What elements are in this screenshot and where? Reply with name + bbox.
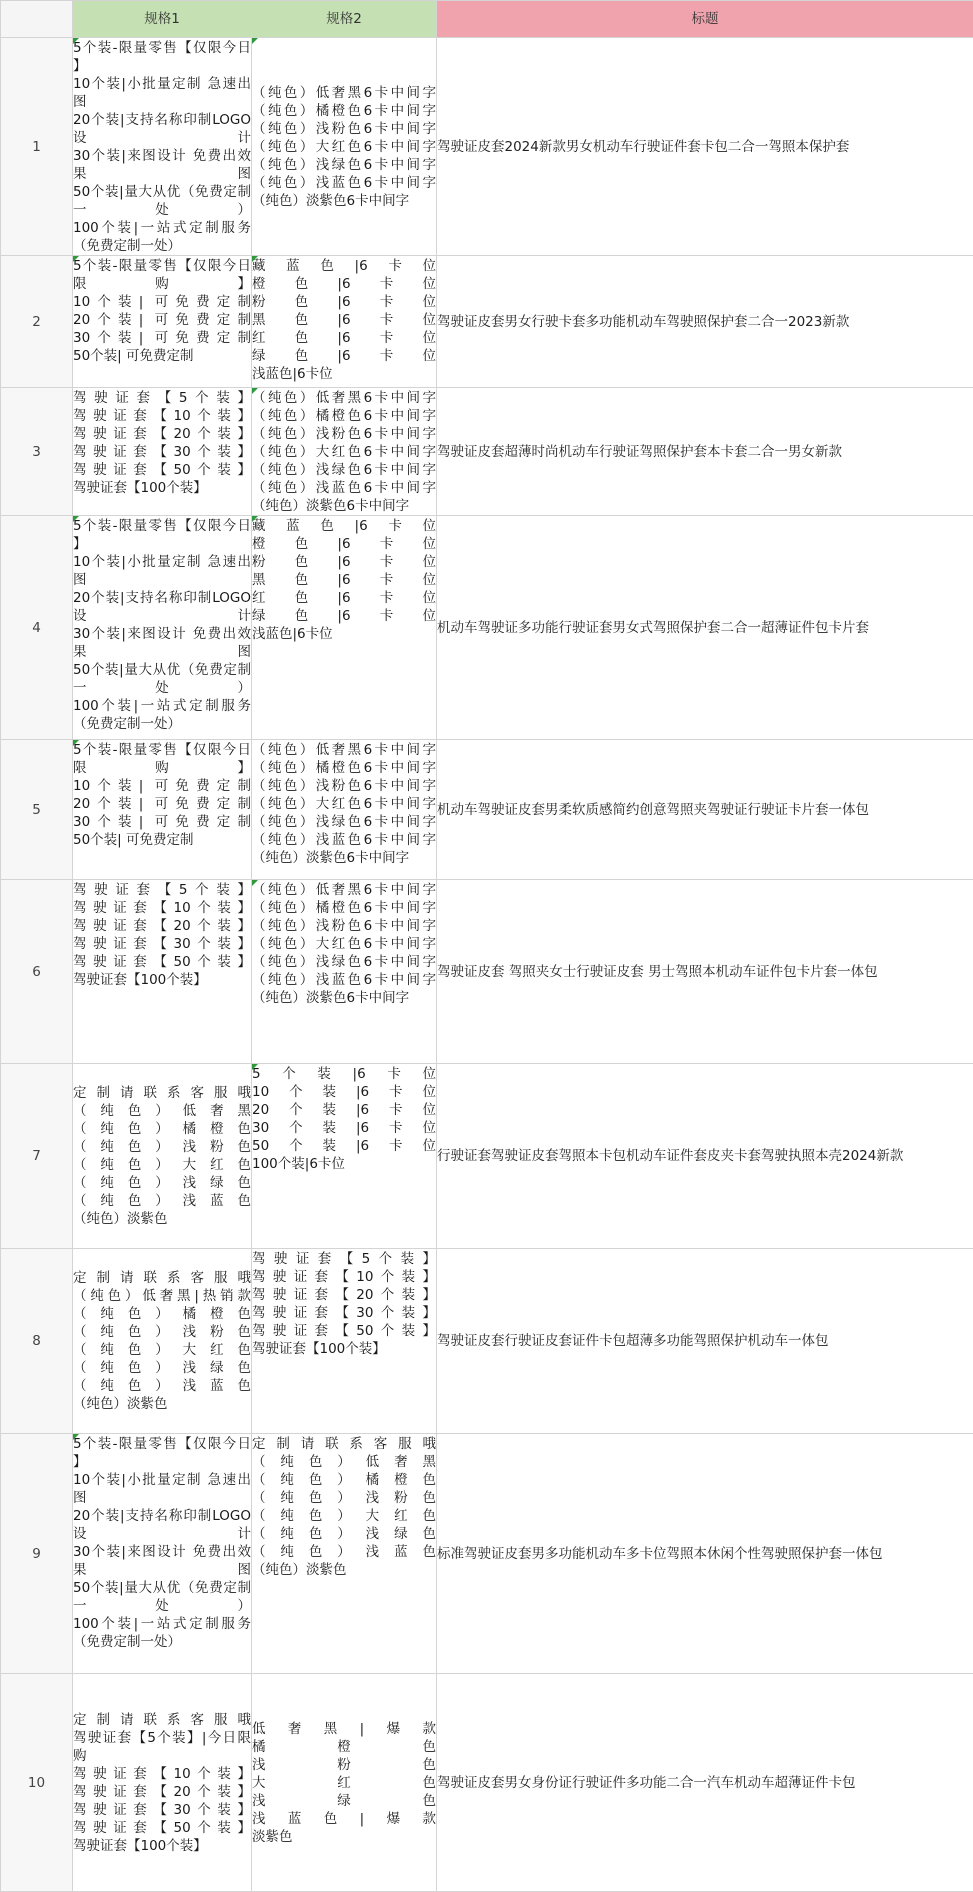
spec2-line: 50个装|6卡位: [252, 1137, 436, 1155]
spec2-line: 红色|6卡位: [252, 589, 436, 607]
spec1-cell[interactable]: [73, 1064, 252, 1249]
spec2-lines: [252, 1434, 436, 1579]
spec1-line: （免费定制一处）: [73, 237, 251, 255]
spec1-line: 30个装| 可免费定制: [73, 329, 251, 347]
spec2-line: （纯色）浅蓝色6卡中间字: [252, 479, 436, 497]
spec2-line: 驾驶证套【50个装】: [252, 1322, 436, 1340]
spec1-line: 驾驶证套【30个装】: [73, 443, 251, 461]
spec2-line: 30个装|6卡位: [252, 1119, 436, 1137]
spec2-line: （纯色）浅粉色6卡中间字: [252, 425, 436, 443]
spec1-line: 驾驶证套【100个装】: [73, 1837, 251, 1855]
spec2-line: （纯色）浅蓝色6卡中间字: [252, 174, 436, 192]
title-cell[interactable]: 机动车驾驶证皮套男柔软质感简约创意驾照夹驾驶证行驶证卡片套一体包: [437, 740, 973, 880]
table-body: [1, 38, 973, 1892]
spec2-line: 黑色|6卡位: [252, 311, 436, 329]
title-cell[interactable]: 机动车驾驶证多功能行驶证套男女式驾照保护套二合一超薄证件包卡片套: [437, 516, 973, 740]
spec2-line: 低奢黑|爆款: [252, 1720, 436, 1738]
spec1-line: 驾驶证套【100个装】: [73, 971, 251, 989]
spec1-line: 果图: [73, 1561, 251, 1579]
table-row: [1, 1064, 973, 1249]
spec1-line: 50个装| 可免费定制: [73, 831, 251, 849]
spec1-line: 驾驶证套【100个装】: [73, 479, 251, 497]
table-row: [1, 1434, 973, 1674]
title-cell[interactable]: 驾驶证皮套 驾照夹女士行驶证皮套 男士驾照本机动车证件包卡片套一体包: [437, 880, 973, 1064]
spec2-line: 淡紫色: [252, 1828, 436, 1846]
spec1-lines: [73, 256, 251, 365]
spec1-line: 10个装|小批量定制 急速出: [73, 75, 251, 93]
spec2-line: 黑色|6卡位: [252, 571, 436, 589]
spec1-line: 10个装|小批量定制 急速出: [73, 1471, 251, 1489]
spec1-line: （纯色）浅粉色: [73, 1323, 251, 1341]
title-cell[interactable]: 驾驶证皮套男女行驶卡套多功能机动车驾驶照保护套二合一2023新款: [437, 256, 973, 388]
spec1-line: （免费定制一处）: [73, 715, 251, 733]
table-row: [1, 740, 973, 880]
spec1-line: 一处）: [73, 679, 251, 697]
spec1-line: （纯色）橘橙色: [73, 1120, 251, 1138]
header-index[interactable]: [1, 1, 73, 38]
row-index-cell[interactable]: 3: [1, 388, 73, 516]
spec1-cell[interactable]: [73, 516, 252, 740]
cell-comment-marker-icon: [73, 740, 79, 746]
spec2-line: 橘橙色: [252, 1738, 436, 1756]
spec2-cell[interactable]: [252, 1674, 437, 1892]
spec2-lines: [252, 256, 436, 383]
spec2-line: 绿色|6卡位: [252, 347, 436, 365]
spec2-line: （纯色）浅蓝色6卡中间字: [252, 831, 436, 849]
spec2-lines: [252, 516, 436, 643]
spec1-line: 】: [73, 1453, 251, 1471]
table-row: [1, 1674, 973, 1892]
spec1-line: 驾驶证套【20个装】: [73, 425, 251, 443]
title-cell[interactable]: 驾驶证皮套男女身份证行驶证件多功能二合一汽车机动车超薄证件卡包: [437, 1674, 973, 1892]
spec1-lines: [73, 880, 251, 989]
spec1-line: 驾驶证套【10个装】: [73, 407, 251, 425]
row-index-cell[interactable]: 5: [1, 740, 73, 880]
cell-comment-marker-icon: [252, 388, 258, 394]
spec1-cell[interactable]: [73, 1249, 252, 1434]
spec2-line: （纯色）浅粉色6卡中间字: [252, 120, 436, 138]
spec1-line: 100个装|一站式定制服务: [73, 697, 251, 715]
spec2-line: （纯色）淡紫色6卡中间字: [252, 849, 436, 867]
row-index-cell[interactable]: 4: [1, 516, 73, 740]
spec2-line: （纯色）大红色6卡中间字: [252, 443, 436, 461]
spec2-line: （纯色）淡紫色: [252, 1561, 436, 1579]
spec1-cell[interactable]: [73, 256, 252, 388]
row-index-cell[interactable]: 7: [1, 1064, 73, 1249]
table-row: [1, 1249, 973, 1434]
spec2-line: （纯色）浅绿色: [252, 1525, 436, 1543]
cell-comment-marker-icon: [252, 38, 258, 44]
spec1-line: 定制请联系客服哦: [73, 1084, 251, 1102]
header-spec2[interactable]: 规格2: [252, 1, 437, 38]
spec1-line: 】: [73, 535, 251, 553]
title-cell[interactable]: 驾驶证皮套2024新款男女机动车行驶证件套卡包二合一驾照本保护套: [437, 38, 973, 256]
spec2-line: （纯色）大红色6卡中间字: [252, 935, 436, 953]
spec1-line: 果图: [73, 165, 251, 183]
spec2-line: （纯色）浅绿色6卡中间字: [252, 461, 436, 479]
spec1-line: 30个装|来图设计 免费出效: [73, 1543, 251, 1561]
cell-comment-marker-icon: [73, 1434, 79, 1440]
table-row: [1, 388, 973, 516]
spec1-line: 50个装|量大从优（免费定制: [73, 661, 251, 679]
spec1-line: （纯色）低奢黑: [73, 1102, 251, 1120]
spec2-line: 定制请联系客服哦: [252, 1435, 436, 1453]
spec1-line: 5个装-限量零售【仅限今日: [73, 741, 251, 759]
spec1-line: 20个装| 可免费定制: [73, 795, 251, 813]
spec2-line: 100个装|6卡位: [252, 1155, 436, 1173]
spec2-line: 浅蓝色|6卡位: [252, 625, 436, 643]
spec1-line: 设计: [73, 129, 251, 147]
spec1-line: 10个装| 可免费定制: [73, 293, 251, 311]
spec2-line: （纯色）淡紫色6卡中间字: [252, 192, 436, 210]
spec1-line: 果图: [73, 643, 251, 661]
spec1-line: 5个装-限量零售【仅限今日: [73, 517, 251, 535]
spec2-line: （纯色）橘橙色6卡中间字: [252, 102, 436, 120]
cell-comment-marker-icon: [73, 38, 79, 44]
spec1-line: （免费定制一处）: [73, 1633, 251, 1651]
spec2-line: 5个装|6卡位: [252, 1065, 436, 1083]
cell-comment-marker-icon: [252, 880, 258, 886]
spec1-line: 限购】: [73, 275, 251, 293]
spec1-line: 图: [73, 93, 251, 111]
table-row: [1, 38, 973, 256]
spec2-line: （纯色）浅绿色6卡中间字: [252, 813, 436, 831]
header-spec1[interactable]: 规格1: [73, 1, 252, 38]
spec2-line: （纯色）低奢黑6卡中间字: [252, 389, 436, 407]
row-index-cell[interactable]: 8: [1, 1249, 73, 1434]
spec2-line: （纯色）低奢黑6卡中间字: [252, 741, 436, 759]
spec2-cell[interactable]: [252, 740, 437, 880]
spec1-line: 100个装|一站式定制服务: [73, 1615, 251, 1633]
title-cell[interactable]: 标准驾驶证皮套男多功能机动车多卡位驾照本休闲个性驾驶照保护套一体包: [437, 1434, 973, 1674]
row-index-cell[interactable]: 2: [1, 256, 73, 388]
spec2-line: 驾驶证套【10个装】: [252, 1268, 436, 1286]
spec2-line: 20个装|6卡位: [252, 1101, 436, 1119]
spec1-line: 50个装|量大从优（免费定制: [73, 183, 251, 201]
spec2-lines: [252, 1064, 436, 1173]
spec1-cell[interactable]: [73, 880, 252, 1064]
spec1-line: 驾驶证套【50个装】: [73, 1819, 251, 1837]
header-title[interactable]: 标题: [437, 1, 973, 38]
spec2-cell[interactable]: [252, 880, 437, 1064]
spec2-line: （纯色）橘橙色6卡中间字: [252, 899, 436, 917]
cell-comment-marker-icon: [73, 256, 79, 262]
spec2-line: 浅粉色: [252, 1756, 436, 1774]
spec2-line: （纯色）大红色6卡中间字: [252, 138, 436, 156]
spec1-line: 10个装|小批量定制 急速出: [73, 553, 251, 571]
spec2-line: （纯色）低奢黑: [252, 1453, 436, 1471]
spec2-line: 浅蓝色|6卡位: [252, 365, 436, 383]
spec1-lines: [73, 1434, 251, 1651]
spec1-line: 100个装|一站式定制服务: [73, 219, 251, 237]
spec1-line: 驾驶证套【10个装】: [73, 1765, 251, 1783]
spec1-line: 设计: [73, 607, 251, 625]
spec2-line: 橙色|6卡位: [252, 275, 436, 293]
spec1-line: 30个装|来图设计 免费出效: [73, 625, 251, 643]
spec1-cell[interactable]: [73, 1674, 252, 1892]
spec2-line: 红色|6卡位: [252, 329, 436, 347]
spec1-line: 购: [73, 1747, 251, 1765]
spec2-lines: [252, 880, 436, 1007]
spec1-line: 一处）: [73, 1597, 251, 1615]
spec1-line: 驾驶证套【5个装】: [73, 389, 251, 407]
spec2-line: 绿色|6卡位: [252, 607, 436, 625]
row-index-cell[interactable]: 10: [1, 1674, 73, 1892]
spec1-line: （纯色）浅蓝色: [73, 1192, 251, 1210]
cell-comment-marker-icon: [252, 1064, 258, 1070]
spec1-line: （纯色）低奢黑|热销款: [73, 1287, 251, 1305]
spec1-cell[interactable]: [73, 1434, 252, 1674]
table-row: [1, 880, 973, 1064]
spec1-line: （纯色）橘橙色: [73, 1305, 251, 1323]
spec2-lines: [252, 740, 436, 867]
spec2-cell[interactable]: [252, 1434, 437, 1674]
spec2-lines: [252, 1249, 436, 1358]
spec1-line: 5个装-限量零售【仅限今日: [73, 257, 251, 275]
spec2-line: 大红色: [252, 1774, 436, 1792]
spec2-line: （纯色）大红色6卡中间字: [252, 795, 436, 813]
spec2-lines: [252, 1720, 436, 1846]
spec1-line: 驾驶证套【10个装】: [73, 899, 251, 917]
spec2-line: （纯色）橘橙色6卡中间字: [252, 407, 436, 425]
spec2-line: 粉色|6卡位: [252, 293, 436, 311]
spec1-line: 定制请联系客服哦: [73, 1269, 251, 1287]
spec2-line: （纯色）浅绿色6卡中间字: [252, 953, 436, 971]
spec1-lines: [73, 740, 251, 849]
spec1-lines: [73, 1269, 251, 1413]
spec2-line: （纯色）浅绿色6卡中间字: [252, 156, 436, 174]
cell-comment-marker-icon: [73, 516, 79, 522]
cell-comment-marker-icon: [252, 256, 258, 262]
spec2-line: （纯色）低奢黑6卡中间字: [252, 881, 436, 899]
spec2-cell[interactable]: [252, 38, 437, 256]
spec1-line: 驾驶证套【20个装】: [73, 1783, 251, 1801]
spec2-line: （纯色）浅粉色: [252, 1489, 436, 1507]
spec2-cell[interactable]: [252, 1064, 437, 1249]
spec1-line: （纯色）浅绿色: [73, 1174, 251, 1192]
spec2-line: （纯色）浅蓝色6卡中间字: [252, 971, 436, 989]
row-index-cell[interactable]: 9: [1, 1434, 73, 1674]
spec1-lines: [73, 1711, 251, 1855]
spec1-line: 50个装| 可免费定制: [73, 347, 251, 365]
row-index-cell[interactable]: 1: [1, 38, 73, 256]
spec1-lines: [73, 1084, 251, 1228]
spec1-line: （纯色）浅粉色: [73, 1138, 251, 1156]
spec1-line: 5个装-限量零售【仅限今日: [73, 1435, 251, 1453]
spec1-cell[interactable]: [73, 38, 252, 256]
spec1-line: （纯色）大红色: [73, 1341, 251, 1359]
spec2-line: 藏蓝色|6卡位: [252, 257, 436, 275]
spec1-line: （纯色）浅绿色: [73, 1359, 251, 1377]
spec1-line: 图: [73, 571, 251, 589]
spec1-line: 限购】: [73, 759, 251, 777]
spec1-cell[interactable]: [73, 388, 252, 516]
spec1-line: 】: [73, 57, 251, 75]
spec1-line: 10个装| 可免费定制: [73, 777, 251, 795]
spec2-cell[interactable]: [252, 388, 437, 516]
spec2-line: （纯色）淡紫色6卡中间字: [252, 989, 436, 1007]
spec2-lines: [252, 388, 436, 515]
spec1-line: 20个装|支持名称印制LOGO: [73, 1507, 251, 1525]
spec1-line: 驾驶证套【30个装】: [73, 1801, 251, 1819]
row-index-cell[interactable]: 6: [1, 880, 73, 1064]
spec1-line: 20个装|支持名称印制LOGO: [73, 589, 251, 607]
spec2-line: （纯色）淡紫色6卡中间字: [252, 497, 436, 515]
spec2-cell[interactable]: [252, 1249, 437, 1434]
spec1-lines: [73, 38, 251, 255]
spec2-line: 驾驶证套【30个装】: [252, 1304, 436, 1322]
spec1-lines: [73, 388, 251, 497]
spec2-lines: [252, 84, 436, 210]
header-row: [1, 1, 973, 38]
spec2-line: （纯色）低奢黑6卡中间字: [252, 84, 436, 102]
spec1-line: 5个装-限量零售【仅限今日: [73, 39, 251, 57]
spec1-line: 图: [73, 1489, 251, 1507]
spec2-line: （纯色）浅粉色6卡中间字: [252, 917, 436, 935]
spec1-line: 驾驶证套【5个装】|今日限: [73, 1729, 251, 1747]
spec1-line: 设计: [73, 1525, 251, 1543]
title-cell[interactable]: 驾驶证皮套行驶证皮套证件卡包超薄多功能驾照保护机动车一体包: [437, 1249, 973, 1434]
spec2-line: 浅绿色: [252, 1792, 436, 1810]
spec1-line: 20个装| 可免费定制: [73, 311, 251, 329]
spec1-line: 驾驶证套【50个装】: [73, 461, 251, 479]
title-cell[interactable]: 行驶证套驾驶证皮套驾照本卡包机动车证件套皮夹卡套驾驶执照本壳2024新款: [437, 1064, 973, 1249]
spec1-line: 20个装|支持名称印制LOGO: [73, 111, 251, 129]
spec1-line: 一处）: [73, 201, 251, 219]
spec2-line: 藏蓝色|6卡位: [252, 517, 436, 535]
spec2-line: （纯色）橘橙色6卡中间字: [252, 759, 436, 777]
spec2-line: 浅蓝色|爆款: [252, 1810, 436, 1828]
title-cell[interactable]: 驾驶证皮套超薄时尚机动车行驶证驾照保护套本卡套二合一男女新款: [437, 388, 973, 516]
spec2-line: 驾驶证套【20个装】: [252, 1286, 436, 1304]
spec1-line: 驾驶证套【50个装】: [73, 953, 251, 971]
spec1-line: （纯色）淡紫色: [73, 1395, 251, 1413]
spec2-cell[interactable]: [252, 516, 437, 740]
spec1-line: （纯色）淡紫色: [73, 1210, 251, 1228]
spec1-line: （纯色）浅蓝色: [73, 1377, 251, 1395]
spec1-cell[interactable]: [73, 740, 252, 880]
spec1-line: 定制请联系客服哦: [73, 1711, 251, 1729]
spec1-line: 驾驶证套【30个装】: [73, 935, 251, 953]
spec2-line: （纯色）浅蓝色: [252, 1543, 436, 1561]
spec2-cell[interactable]: [252, 256, 437, 388]
spec2-line: 粉色|6卡位: [252, 553, 436, 571]
table-row: [1, 516, 973, 740]
spec2-line: （纯色）橘橙色: [252, 1471, 436, 1489]
spec2-line: 驾驶证套【100个装】: [252, 1340, 436, 1358]
cell-comment-marker-icon: [252, 516, 258, 522]
spec2-line: 10个装|6卡位: [252, 1083, 436, 1101]
spec2-line: 橙色|6卡位: [252, 535, 436, 553]
table-row: [1, 256, 973, 388]
spec1-line: 30个装|来图设计 免费出效: [73, 147, 251, 165]
spec1-line: 驾驶证套【20个装】: [73, 917, 251, 935]
spec2-line: （纯色）大红色: [252, 1507, 436, 1525]
spec1-line: 驾驶证套【5个装】: [73, 881, 251, 899]
spec1-line: 30个装| 可免费定制: [73, 813, 251, 831]
spec1-lines: [73, 516, 251, 733]
spec2-line: （纯色）浅粉色6卡中间字: [252, 777, 436, 795]
spec1-line: （纯色）大红色: [73, 1156, 251, 1174]
spec2-line: 驾驶证套【5个装】: [252, 1250, 436, 1268]
spec1-line: 50个装|量大从优（免费定制: [73, 1579, 251, 1597]
